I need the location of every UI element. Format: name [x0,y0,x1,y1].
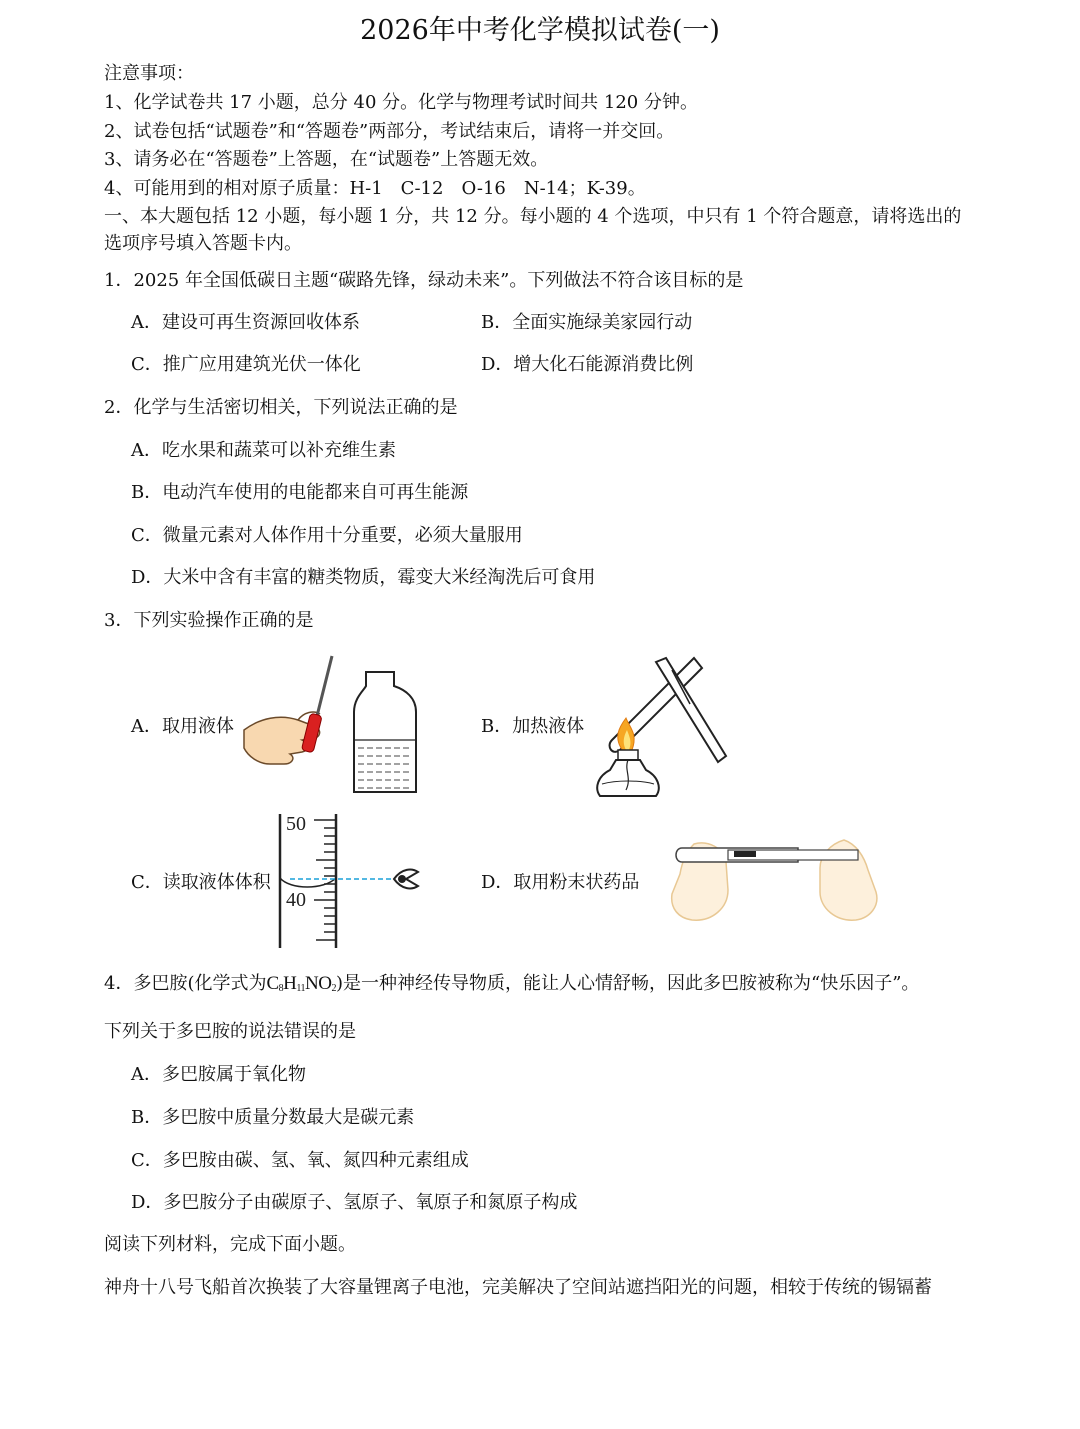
q3-option-b: B．加热液体 [481,716,585,737]
q1-option-c: C．推广应用建筑光伏一体化 [131,354,361,375]
q3-option-a: A．取用液体 [131,716,234,737]
formula-o-count: 2 [331,983,336,994]
note-item-1: 1、化学试卷共 17 小题，总分 40 分。化学与物理考试时间共 120 分钟。 [104,92,698,113]
page-title: 2026年中考化学模拟试卷(一) [360,15,720,46]
q2-option-d: D．大米中含有丰富的糖类物质，霉变大米经淘洗后可食用 [131,567,596,588]
q2-option-c: C．微量元素对人体作用十分重要，必须大量服用 [131,525,523,546]
graduated-cylinder-figure [276,810,426,952]
formula-c-count: 8 [278,983,284,994]
reading-text: 神舟十八号飞船首次换装了大容量锂离子电池，完美解决了空间站遮挡阳光的问题，相较于传统的锡镉蓄 [104,1277,932,1298]
note-item-2: 2、试卷包括“试题卷”和“答题卷”两部分，考试结束后，请将一并交回。 [104,121,675,142]
notes-heading: 注意事项： [104,63,194,84]
question-2-stem: 2．化学与生活密切相关，下列说法正确的是 [104,397,458,418]
question-4-stem-2: 下列关于多巴胺的说法错误的是 [104,1021,356,1042]
reading-intro: 阅读下列材料，完成下面小题。 [104,1234,356,1255]
q4-stem-end: )是一种神经传导物质，能让人心情舒畅，因此多巴胺被称为“快乐因子”。 [336,973,920,994]
section-instruction-line1: 一、本大题包括 12 小题，每小题 1 分，共 12 分。每小题的 4 个选项，中只有 1 个符合题意，请将选出的 [104,206,962,227]
q1-option-b: B．全面实施绿美家园行动 [481,312,693,333]
section-instruction-line2: 选项序号填入答题卡内。 [104,233,302,254]
question-1-stem: 1．2025 年全国低碳日主题“碳路先锋，绿动未来”。下列做法不符合该目标的是 [104,270,744,291]
q2-option-b: B．电动汽车使用的电能都来自可再生能源 [131,482,469,503]
q3-option-c: C．读取液体体积 [131,872,271,893]
question-4-stem [104,973,919,1000]
q4-option-c: C．多巴胺由碳、氢、氧、氮四种元素组成 [131,1150,469,1171]
powder-test-tube-figure [668,834,884,926]
dopamine-formula [266,973,336,994]
q1-option-d: D．增大化石能源消费比例 [481,354,694,375]
dropper-bottle-figure [240,652,440,798]
q4-stem-start: 4．多巴胺(化学式为 [104,973,267,994]
q2-option-a: A．吃水果和蔬菜可以补充维生素 [131,440,396,461]
cylinder-label-50: 50 [286,813,306,835]
formula-c: C [266,973,279,994]
note-item-4: 4、可能用到的相对原子质量：H-1 C-12 O-16 N-14；K-39。 [104,178,646,199]
formula-no: NO [305,973,332,994]
q3-option-d: D．取用粉末状药品 [481,872,640,893]
formula-h-count: 11 [296,983,306,994]
formula-h: H [283,973,297,994]
q4-option-a: A．多巴胺属于氧化物 [131,1064,306,1085]
q1-option-a: A．建设可再生资源回收体系 [131,312,360,333]
q4-option-b: B．多巴胺中质量分数最大是碳元素 [131,1107,415,1128]
cylinder-label-40: 40 [286,889,306,911]
note-item-3: 3、请务必在“答题卷”上答题，在“试题卷”上答题无效。 [104,149,549,170]
q4-option-d: D．多巴胺分子由碳原子、氢原子、氧原子和氮原子构成 [131,1192,578,1213]
question-3-stem: 3．下列实验操作正确的是 [104,610,314,631]
alcohol-lamp-heating-figure [586,652,736,800]
